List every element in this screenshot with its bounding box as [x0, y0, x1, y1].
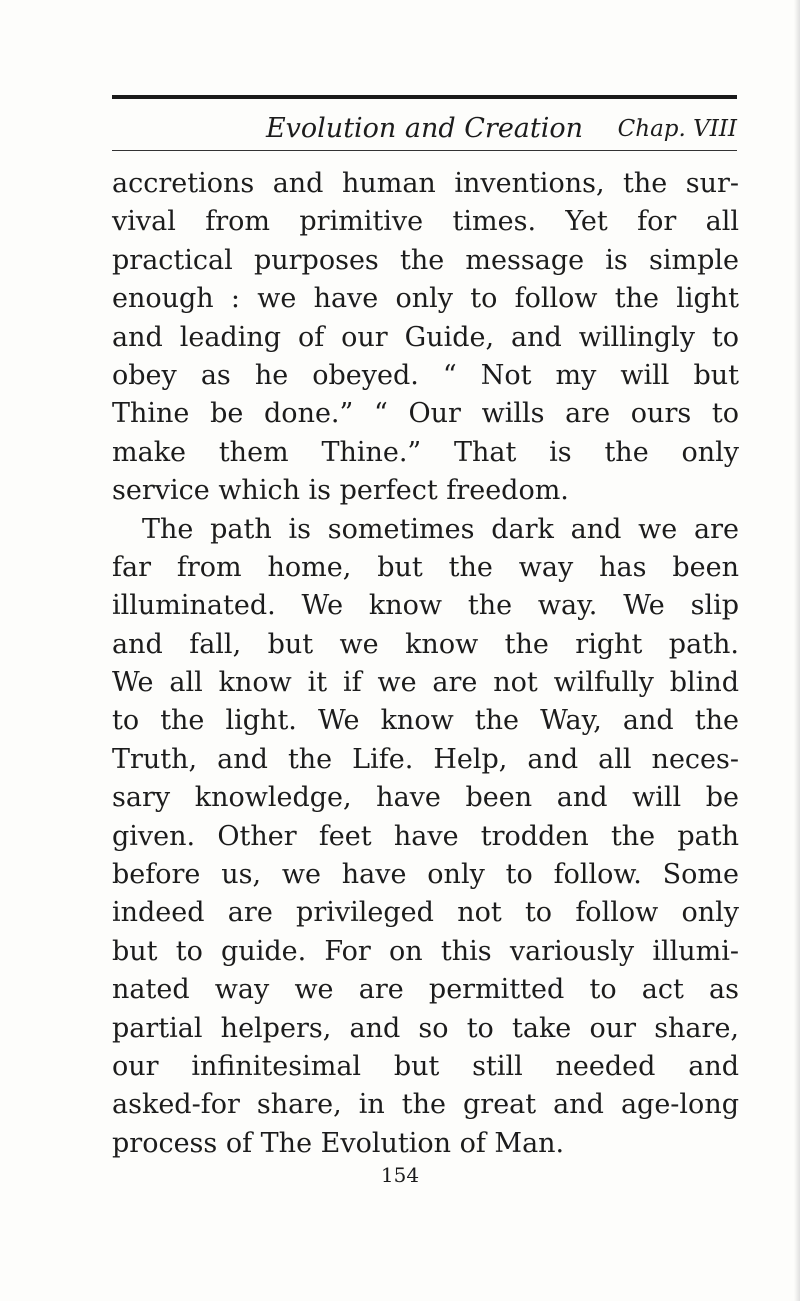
text-line: but to guide. For on this variously illumi- [112, 935, 739, 967]
text-line: accretions and human inventions, the sur- [112, 168, 739, 199]
header-thick-rule [112, 95, 737, 99]
running-head [112, 112, 737, 146]
text-line: before us, we have only to follow. Some [112, 859, 739, 891]
text-line: service which is perfect freedom. [112, 475, 569, 507]
text-line: and fall, but we know the right path. [112, 628, 739, 660]
text-line: and leading of our Guide, and willingly to [112, 321, 739, 353]
text-line: asked-for share, in the great and age-long [112, 1089, 739, 1121]
text-line: nated way we are permitted to act as [112, 974, 739, 1006]
body-text [112, 165, 739, 1163]
text-line: obey as he obeyed. “ Not my will but [112, 359, 739, 391]
text-line: partial helpers, and so to take our share, [112, 1012, 739, 1044]
text-line: practical purposes the message is simple [112, 244, 739, 276]
text-line: enough : we have only to follow the light [112, 283, 739, 315]
text-line: given. Other feet have trodden the path [112, 820, 739, 852]
running-head-chapter: Chap. VIII [617, 116, 737, 142]
text-line: vival from primitive times. Yet for all [112, 206, 739, 238]
text-line: illuminated. We know the way. We slip [112, 590, 739, 622]
running-head-title: Evolution and Creation [265, 113, 584, 144]
text-line: Truth, and the Life. Help, and all neces- [112, 743, 739, 775]
text-line: Thine be done.” “ Our wills are ours to [112, 398, 739, 430]
text-line: make them Thine.” That is the only [112, 436, 739, 468]
text-line: The path is sometimes dark and we are [142, 513, 739, 545]
text-line: We all know it if we are not wilfully blind [112, 667, 739, 699]
page-edge-shadow [794, 0, 800, 1301]
text-line: indeed are privileged not to follow only [112, 897, 739, 929]
text-line: our infinitesimal but still needed and [112, 1050, 739, 1082]
page-number: 154 [380, 1163, 420, 1187]
text-line: sary knowledge, have been and will be [112, 782, 739, 814]
text-line: far from home, but the way has been [112, 551, 739, 583]
header-thin-rule [112, 150, 737, 151]
text-line: process of The Evolution of Man. [112, 1127, 565, 1159]
text-line: to the light. We know the Way, and the [112, 705, 739, 737]
